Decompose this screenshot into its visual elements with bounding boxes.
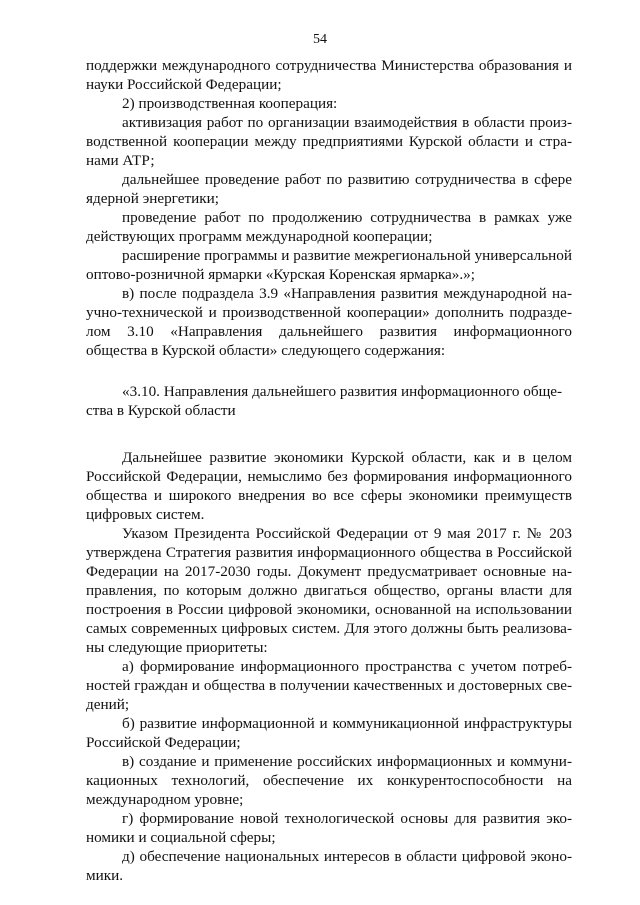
paragraph: дальнейшее проведение работ по развитию сотрудничества в сфере ядерной энергетики; <box>86 171 572 207</box>
list-item: б) развитие информационной и коммуникационной инфраструктуры Российской Федерации; <box>86 715 572 751</box>
list-item: д) обеспечение национальных интересов в области цифровой экономики. <box>86 848 572 884</box>
list-item: а) формирование информационного пространства с учетом потребностей граждан и общества в получении качественных и достоверных сведений; <box>86 658 572 713</box>
paragraph: Дальнейшее развитие экономики Курской области, как и в целом Российской Федерации, немыслимо без формирования информационного общества и широкого внедрения во все сферы экономики преимуществ цифровых систем. <box>86 449 572 523</box>
paragraph: поддержки международного сотрудничества Министерства образования и науки Российской Федерации; <box>86 57 572 93</box>
paragraph: активизация работ по организации взаимодействия в области производственной кооперации между предприятиями Курской области и странами АТР; <box>86 114 572 169</box>
list-item: г) формирование новой технологической основы для развития экономики и социальной сферы; <box>86 810 572 846</box>
paragraph: проведение работ по продолжению сотрудничества в рамках уже действующих программ международной кооперации; <box>86 209 572 245</box>
paragraph: Указом Президента Российской Федерации от 9 мая 2017 г. № 203 утверждена Стратегия развития информационного общества в Российской Федерации на 2017-2030 годы. Документ предусматривает основные направления, по которым должно двигаться общество, органы власти для построения в России цифровой экономики, основанной на использовании самых современных цифровых систем. Для этого должны быть реализованы следующие приоритеты: <box>86 525 572 656</box>
paragraph: расширение программы и развитие межрегиональной универсальной оптово-розничной ярмарки «Курская Коренская ярмарка».»; <box>86 247 572 283</box>
paragraph: в) после подраздела 3.9 «Направления развития международной научно-технической и производственной кооперации» дополнить подразделом 3.10 «Направления дальнейшего развития информационного общества в Курской области» следующего содержания: <box>86 285 572 359</box>
section-heading: «3.10. Направления дальнейшего развития информационного общества в Курской области <box>86 383 563 419</box>
page-number: 54 <box>313 32 327 47</box>
document-body <box>86 56 572 885</box>
list-item: в) создание и применение российских информационных и коммуникационных технологий, обеспечение их конкурентоспособности на международном уровне; <box>86 753 572 808</box>
paragraph: 2) производственная кооперация: <box>122 95 338 112</box>
